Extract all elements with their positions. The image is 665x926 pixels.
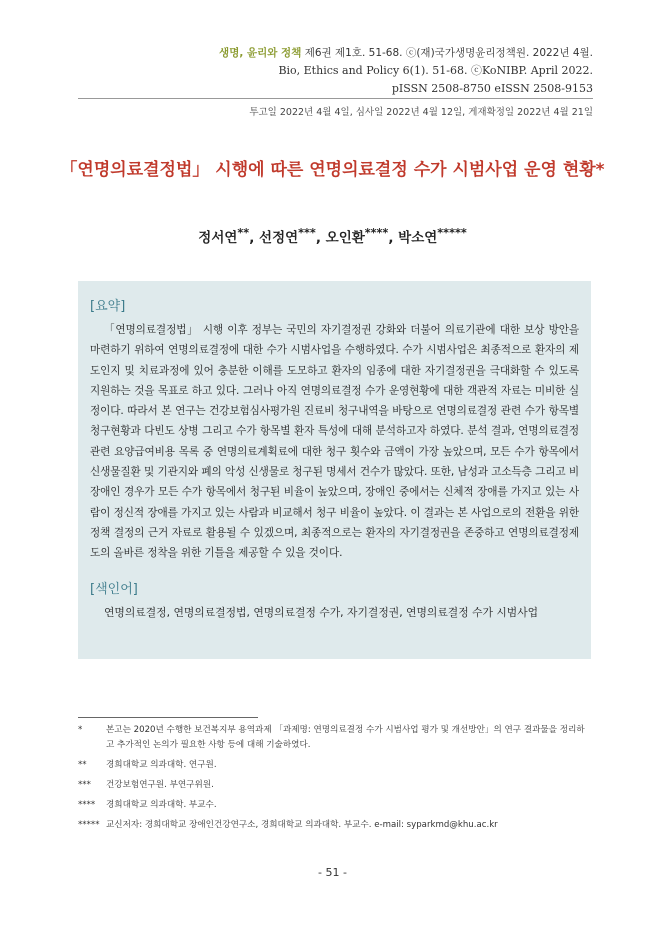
author-mark: ***** bbox=[437, 226, 467, 240]
footnote-text: 경희대학교 의과대학. 연구원. bbox=[106, 760, 217, 770]
issn: pISSN 2508-8750 eISSN 2508-9153 bbox=[391, 82, 593, 95]
paper-title: 「연명의료결정법」 시행에 따른 연명의료결정 수가 시범사업 운영 현황* bbox=[60, 160, 605, 180]
journal-header bbox=[219, 44, 593, 98]
footnote-mark: * bbox=[78, 725, 83, 735]
footnote bbox=[78, 818, 591, 833]
footnote-mark: **** bbox=[78, 800, 96, 810]
author-name: 정서연 bbox=[198, 230, 238, 246]
citation-kr-line bbox=[219, 44, 593, 62]
footnote bbox=[78, 778, 591, 793]
page-number: - 51 - bbox=[318, 866, 347, 879]
footnote-rule bbox=[78, 717, 258, 718]
footnote-mark: ** bbox=[78, 760, 87, 770]
author-name: 오인환 bbox=[325, 230, 365, 246]
footnote-text: 건강보험연구원. 부연구위원. bbox=[106, 780, 214, 790]
author-mark: ** bbox=[237, 226, 250, 240]
author-list bbox=[0, 226, 665, 246]
citation-en: Bio, Ethics and Policy 6(1). 51-68. ⓒKoNIBP. April 2022. bbox=[278, 64, 593, 77]
header-rule bbox=[78, 98, 593, 99]
abstract-text: 「연명의료결정법」 시행 이후 정부는 국민의 자기결정권 강화와 더불어 의료기관에 대한 보상 방안을 마련하기 위하여 연명의료결정에 대한 수가 시범사업을 수행하였다. 수가 시범사업은 최종적으로 환자의 제도인지 및 치료과정에 있어 충분한 이해를 도모하고 환자의 임종에 대한 자기결정권을 극대화할 수 있도록 지원하는 것을 목표로 하고 있다. 그러나 아직 연명의료결정 수가 운영현황에 대한 객관적 자료는 미비한 실정이다. 따라서 본 연구는 건강보험심사평가원 진료비 청구내역을 바탕으로 연명의료결정 관련 수가 항목별 청구현황과 다빈도 상병 그리고 수가 항목별 환자 특성에 대해 분석하고자 하였다. 분석 결과, 연명의료결정 관련 요양급여비용 목록 중 연명의료계획료에 대한 청구 횟수와 금액이 가장 높았으며, 모든 수가 항목에서 신생물질환 및 기관지와 폐의 악성 신생물로 청구된 명세서 건수가 많았다. 또한, 남성과 고소득층 그리고 비장애인 경우가 모든 수가 항목에서 청구된 비율이 높았으며, 장애인 중에서는 신체적 장애를 가지고 있는 사람이 정신적 장애를 가지고 있는 사람과 비교해서 청구 비율이 높았다. 이 결과는 본 사업으로의 전환을 위한 정책 결정의 근거 자료로 활용될 수 있겠으며, 최종적으로는 환자의 자기결정권을 존중하고 연명의료결정제도의 올바른 정착을 위한 기틀을 제공할 수 있을 것이다. bbox=[90, 324, 579, 560]
author-separator: , bbox=[249, 230, 260, 246]
submission-dates: 투고일 2022년 4월 4일, 심사일 2022년 4월 12일, 게재확정일 2022년 4월 21일 bbox=[249, 107, 593, 118]
footnote bbox=[78, 723, 591, 753]
footnotes bbox=[78, 723, 591, 838]
journal-name: 생명, 윤리와 정책 bbox=[219, 47, 302, 59]
abstract-box bbox=[78, 281, 591, 659]
author-name: 박소연 bbox=[398, 230, 438, 246]
citation-kr: 제6권 제1호. 51-68. ⓒ(재)국가생명윤리정책원. 2022년 4월. bbox=[304, 47, 593, 59]
footnote-text: 본고는 2020년 수행한 보건복지부 용역과제 「과제명: 연명의료결정 수가 시범사업 평가 및 개선방안」의 연구 결과물을 정리하고 추가적인 논의가 필요한 사항 등에 대해 기술하였다. bbox=[106, 725, 585, 750]
author-mark: **** bbox=[364, 226, 389, 240]
author-separator: , bbox=[388, 230, 399, 246]
keywords-heading: [색인어] bbox=[90, 581, 138, 597]
author-name: 선정연 bbox=[259, 230, 299, 246]
footnote-mark: ***** bbox=[78, 820, 100, 830]
author-mark: *** bbox=[298, 226, 316, 240]
footnote-text: 경희대학교 의과대학. 부교수. bbox=[106, 800, 217, 810]
footnote-text: 교신저자: 경희대학교 장애인건강연구소, 경희대학교 의과대학. 부교수. e-mail: syparkmd@khu.ac.kr bbox=[106, 820, 498, 830]
footnote bbox=[78, 798, 591, 813]
footnote bbox=[78, 758, 591, 773]
author-separator: , bbox=[315, 230, 326, 246]
footnote-mark: *** bbox=[78, 780, 91, 790]
keywords-text: 연명의료결정, 연명의료결정법, 연명의료결정 수가, 자기결정권, 연명의료결정 수가 시범사업 bbox=[104, 605, 539, 619]
abstract-heading: [요약] bbox=[90, 299, 126, 314]
